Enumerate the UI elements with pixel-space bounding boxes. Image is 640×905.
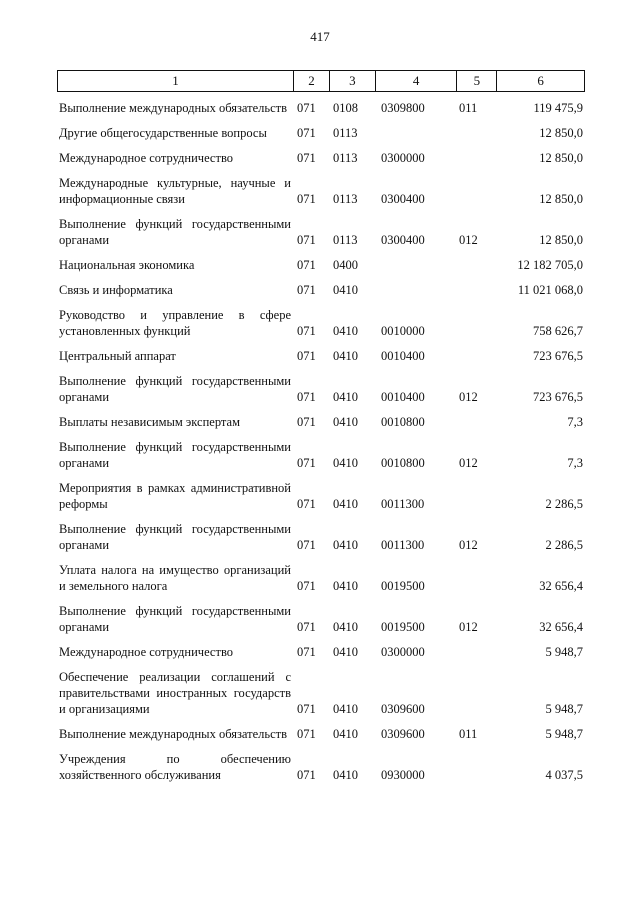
row-amount: 723 676,5: [533, 390, 583, 404]
row-col-2: 071: [297, 620, 316, 634]
table-row: [57, 257, 585, 273]
header-col-1: 1: [172, 73, 179, 88]
page-number: 417: [310, 29, 330, 44]
row-amount: 12 850,0: [539, 151, 583, 165]
row-col-4: 0019500: [381, 620, 425, 634]
header-col-4: 4: [375, 71, 457, 91]
table-row: [57, 282, 585, 298]
row-amount: 11 021 068,0: [517, 283, 583, 297]
row-col-2: 071: [297, 324, 316, 338]
row-col-3: 0410: [333, 349, 358, 363]
row-amount: 5 948,7: [545, 702, 583, 716]
table-row: [57, 373, 585, 405]
row-col-2: 071: [297, 727, 316, 741]
row-col-2: 071: [297, 497, 316, 511]
row-col-3: 0113: [333, 233, 358, 247]
table-row: [57, 521, 585, 553]
row-col-3: 0410: [333, 497, 358, 511]
row-name: Другие общегосударственные вопросы: [59, 126, 267, 140]
row-name: Мероприятия в рамках административной реформы: [59, 481, 291, 511]
table-row: [57, 439, 585, 471]
row-col-2: 071: [297, 192, 316, 206]
row-col-3: 0113: [333, 192, 358, 206]
row-col-2: 071: [297, 538, 316, 552]
row-col-3: 0400: [333, 258, 358, 272]
row-amount: 758 626,7: [533, 324, 583, 338]
row-col-2: 071: [297, 768, 316, 782]
row-col-3: 0410: [333, 324, 358, 338]
row-col-4: 0300000: [381, 645, 425, 659]
row-col-5: 012: [459, 390, 478, 404]
row-col-2: 071: [297, 349, 316, 363]
row-amount: 7,3: [567, 456, 583, 470]
row-col-5: 012: [459, 233, 478, 247]
row-col-5: 012: [459, 456, 478, 470]
row-col-3: 0410: [333, 620, 358, 634]
row-amount: 2 286,5: [545, 538, 583, 552]
row-col-3: 0113: [333, 151, 358, 165]
row-col-4: 0019500: [381, 579, 425, 593]
table-row: [57, 125, 585, 141]
row-col-3: 0410: [333, 390, 358, 404]
table-row: [57, 603, 585, 635]
header-col-6: 6: [496, 71, 584, 91]
table-row: [57, 175, 585, 207]
row-col-4: 0010400: [381, 349, 425, 363]
row-amount: 2 286,5: [545, 497, 583, 511]
row-name: Национальная экономика: [59, 258, 195, 272]
row-name: Выполнение функций государственными органами: [59, 440, 291, 470]
row-col-4: 0011300: [381, 497, 425, 511]
table-row: [57, 150, 585, 166]
row-col-5: 011: [459, 727, 478, 741]
header-col-3: 3: [329, 71, 375, 91]
row-col-3: 0410: [333, 727, 358, 741]
row-col-3: 0410: [333, 283, 358, 297]
table-row: [57, 307, 585, 339]
row-name: Выполнение функций государственными органами: [59, 217, 291, 247]
row-col-2: 071: [297, 645, 316, 659]
table-row: [57, 414, 585, 430]
row-name: Руководство и управление в сфере установленных функций: [59, 308, 291, 338]
table-row: [57, 100, 585, 116]
row-amount: 32 656,4: [539, 620, 583, 634]
row-name: Связь и информатика: [59, 283, 173, 297]
row-col-4: 0300400: [381, 192, 425, 206]
row-col-3: 0410: [333, 702, 358, 716]
table-row: [57, 669, 585, 717]
row-col-2: 071: [297, 390, 316, 404]
row-col-5: 011: [459, 101, 478, 115]
row-name: Выполнение международных обязательств: [59, 727, 288, 741]
row-col-2: 071: [297, 233, 316, 247]
row-col-4: 0300400: [381, 233, 425, 247]
row-name: Обеспечение реализации соглашений с правительствами иностранных государств и организациями: [59, 670, 291, 716]
row-amount: 12 850,0: [539, 126, 583, 140]
row-amount: 12 850,0: [539, 233, 583, 247]
row-name: Выполнение функций государственными органами: [59, 604, 291, 634]
header-col-5: 5: [456, 71, 496, 91]
table-row: [57, 480, 585, 512]
row-amount: 32 656,4: [539, 579, 583, 593]
row-amount: 7,3: [567, 415, 583, 429]
row-amount: 4 037,5: [545, 768, 583, 782]
table-row: [57, 726, 585, 742]
row-col-4: 0010000: [381, 324, 425, 338]
row-col-3: 0410: [333, 768, 358, 782]
row-col-4: 0010400: [381, 390, 425, 404]
row-name: Международные культурные, научные и информационные связи: [59, 176, 291, 206]
table-header: [57, 70, 585, 92]
row-amount: 119 475,9: [533, 101, 583, 115]
row-col-2: 071: [297, 702, 316, 716]
row-amount: 12 850,0: [539, 192, 583, 206]
row-col-4: 0010800: [381, 456, 425, 470]
row-name: Уплата налога на имущество организаций и земельного налога: [59, 563, 291, 593]
row-col-4: 0309600: [381, 727, 425, 741]
table-row: [57, 751, 585, 783]
table-row: [57, 644, 585, 660]
row-col-3: 0108: [333, 101, 358, 115]
row-name: Выплаты независимым экспертам: [59, 415, 240, 429]
row-col-4: 0309600: [381, 702, 425, 716]
row-name: Центральный аппарат: [59, 349, 176, 363]
row-col-3: 0410: [333, 579, 358, 593]
row-col-2: 071: [297, 456, 316, 470]
row-amount: 5 948,7: [545, 645, 583, 659]
row-col-3: 0410: [333, 538, 358, 552]
table-row: [57, 562, 585, 594]
row-col-2: 071: [297, 415, 316, 429]
row-col-4: 0930000: [381, 768, 425, 782]
row-name: Выполнение функций государственными органами: [59, 374, 291, 404]
row-col-4: 0010800: [381, 415, 425, 429]
row-col-2: 071: [297, 283, 316, 297]
row-amount: 723 676,5: [533, 349, 583, 363]
row-col-3: 0410: [333, 456, 358, 470]
row-col-4: 0011300: [381, 538, 425, 552]
row-col-2: 071: [297, 126, 316, 140]
row-col-3: 0410: [333, 645, 358, 659]
row-name: Учреждения по обеспечению хозяйственного обслуживания: [59, 752, 291, 782]
row-col-5: 012: [459, 620, 478, 634]
row-col-4: 0309800: [381, 101, 425, 115]
row-col-2: 071: [297, 258, 316, 272]
header-col-2: 2: [293, 71, 329, 91]
row-name: Международное сотрудничество: [59, 151, 234, 165]
row-col-2: 071: [297, 101, 316, 115]
row-name: Выполнение международных обязательств: [59, 101, 288, 115]
row-amount: 12 182 705,0: [517, 258, 583, 272]
row-name: Выполнение функций государственными органами: [59, 522, 291, 552]
table-row: [57, 216, 585, 248]
row-col-3: 0113: [333, 126, 358, 140]
table-row: [57, 348, 585, 364]
table-body: [57, 100, 585, 792]
row-col-5: 012: [459, 538, 478, 552]
row-col-4: 0300000: [381, 151, 425, 165]
row-amount: 5 948,7: [545, 727, 583, 741]
row-col-3: 0410: [333, 415, 358, 429]
row-col-2: 071: [297, 579, 316, 593]
row-name: Международное сотрудничество: [59, 645, 234, 659]
row-col-2: 071: [297, 151, 316, 165]
